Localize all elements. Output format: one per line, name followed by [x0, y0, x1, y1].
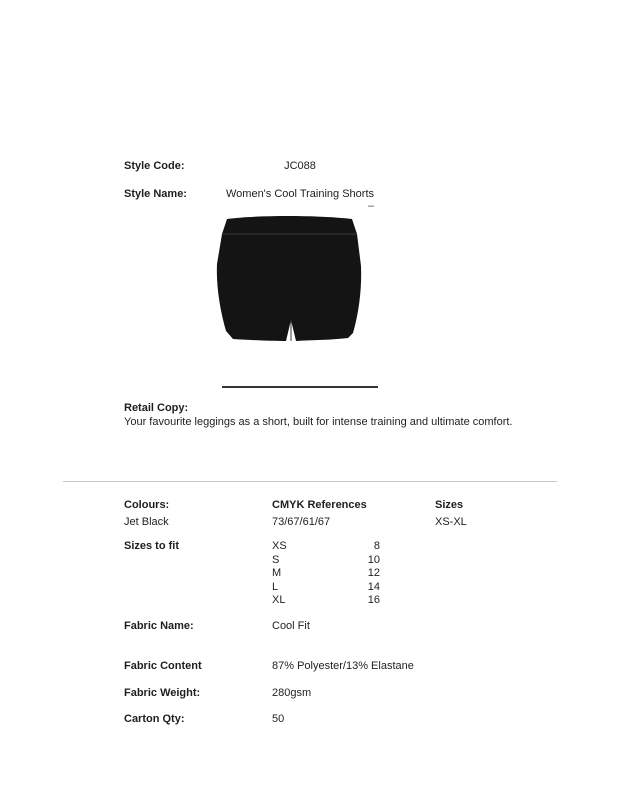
colour-value: Jet Black	[124, 516, 169, 528]
cmyk-value: 73/67/61/67	[272, 516, 331, 528]
carton-qty-value: 50	[272, 713, 285, 725]
size-row-label: S	[272, 554, 280, 566]
cmyk-header: CMYK References	[272, 499, 367, 511]
size-row-label: M	[272, 567, 282, 579]
retail-copy-label: Retail Copy:	[124, 402, 189, 414]
size-row-fit: 16	[367, 594, 380, 606]
fabric-content-label: Fabric Content	[124, 660, 202, 672]
fabric-content-value: 87% Polyester/13% Elastane	[272, 660, 414, 672]
style-code-label: Style Code:	[124, 160, 185, 172]
fabric-weight-label: Fabric Weight:	[124, 687, 201, 699]
carton-qty-label: Carton Qty:	[124, 713, 185, 725]
sizes-value: XS-XL	[435, 516, 467, 528]
size-row-label: L	[272, 581, 279, 593]
style-name-label: Style Name:	[124, 188, 187, 200]
retail-copy-text: Your favourite leggings as a short, built for intense training and ultimate comfort.	[124, 416, 513, 428]
section-divider	[63, 481, 557, 482]
style-name-value: Women's Cool Training Shorts	[225, 188, 375, 200]
size-row-fit: 8	[373, 540, 380, 552]
sizes-header: Sizes	[435, 499, 464, 511]
style-code-value: JC088	[284, 160, 316, 172]
size-row-label: XS	[272, 540, 287, 552]
sizes-to-fit-label: Sizes to fit	[124, 540, 180, 552]
product-photo-black-shorts	[212, 214, 362, 346]
colours-header: Colours:	[124, 499, 170, 511]
size-row-fit: 10	[367, 554, 380, 566]
fabric-name-value: Cool Fit	[272, 620, 310, 632]
dash-note: –	[368, 200, 375, 212]
black-shorts-illustration	[212, 214, 362, 346]
size-row-label: XL	[272, 594, 286, 606]
size-row-fit: 14	[367, 581, 380, 593]
size-row-fit: 12	[367, 567, 380, 579]
fabric-name-label: Fabric Name:	[124, 620, 194, 632]
fabric-weight-value: 280gsm	[272, 687, 312, 699]
image-underline	[222, 386, 378, 388]
